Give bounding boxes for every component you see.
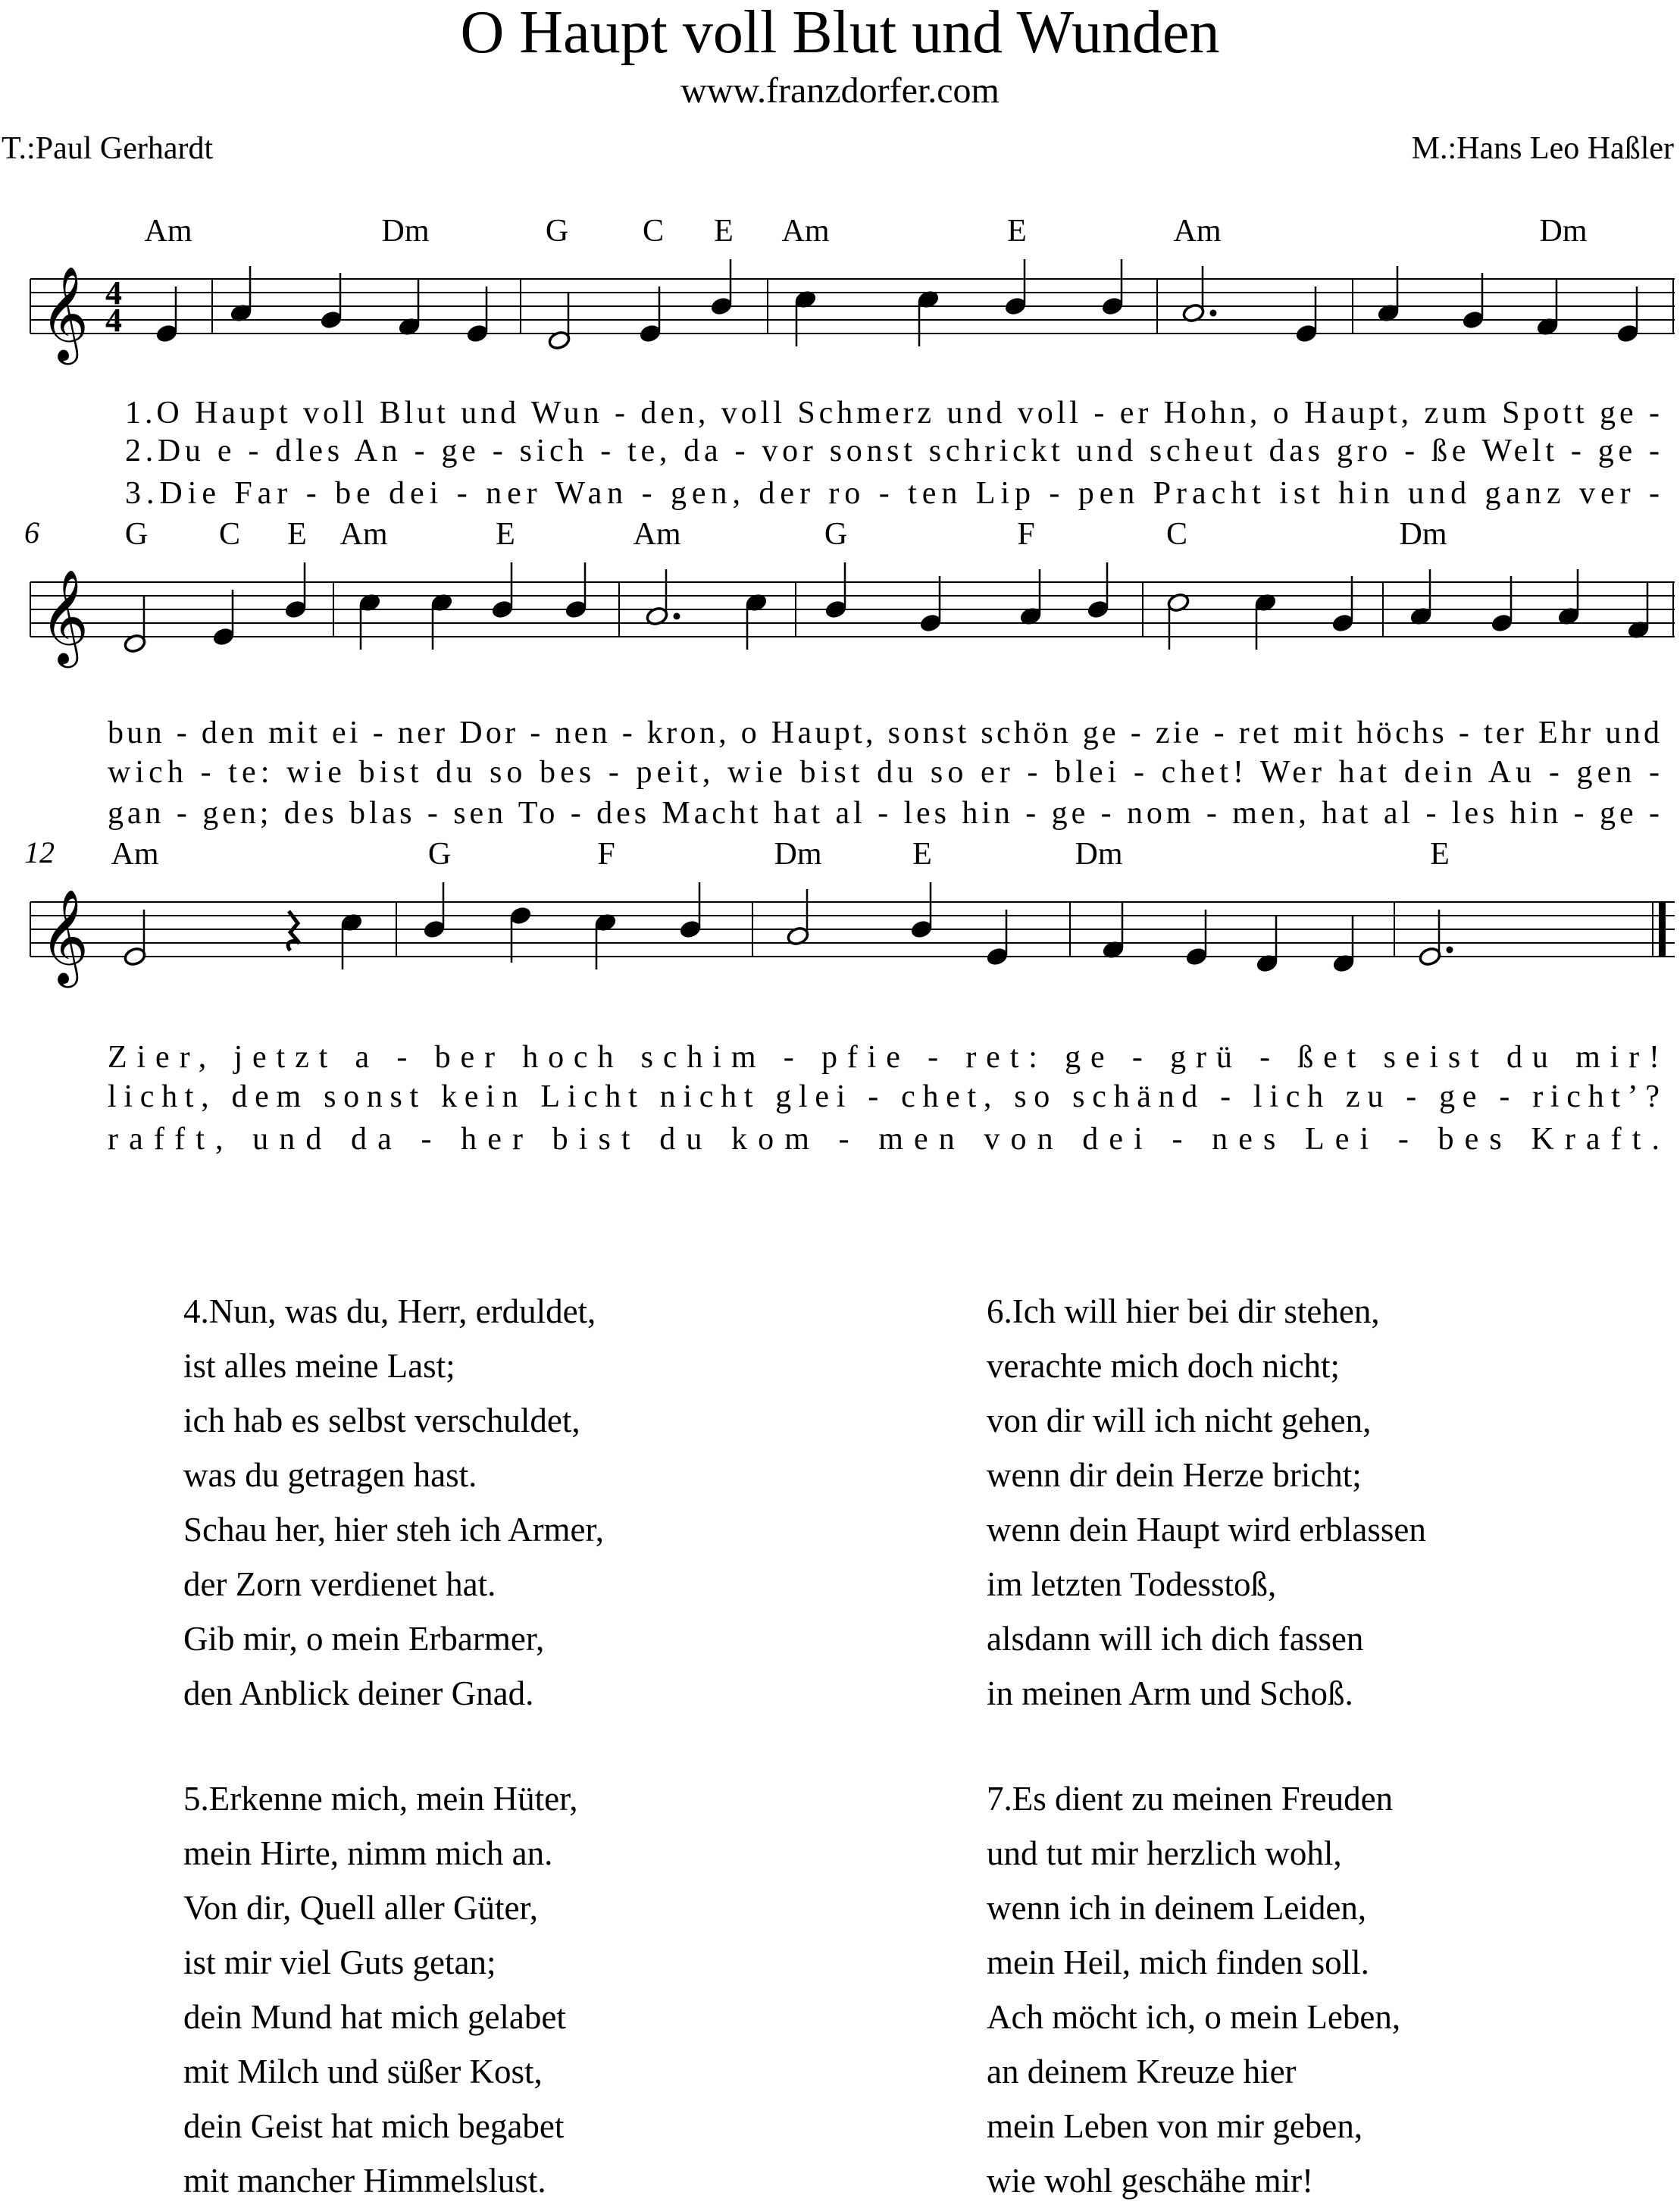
lyric-syllable: so: [999, 1079, 1050, 1114]
lyric-syllable: les: [892, 796, 946, 831]
chord-symbol: E: [1007, 214, 1027, 249]
verse-line: der Zorn verdienet hat.: [183, 1565, 496, 1603]
lyric-syllable: gan: [108, 796, 161, 831]
augmentation-dot: [1210, 310, 1217, 317]
chord-symbol: C: [642, 214, 665, 249]
lyric-syllable: dein: [1391, 755, 1473, 790]
lyric-line: [108, 1079, 1660, 1114]
lyric-syllable: so: [918, 755, 964, 790]
lyric-syllable: -: [1153, 1122, 1183, 1157]
lyric-syllable: ner: [386, 716, 446, 750]
verse-5: [183, 1771, 578, 2208]
music-credit: M.:Hans Leo Haßler: [1411, 131, 1674, 166]
chord-symbol: E: [912, 837, 932, 872]
lyric-syllable: ver: [1566, 476, 1631, 511]
lyric-syllable: -: [588, 434, 612, 468]
lyric-syllable: dei: [1063, 1122, 1143, 1157]
lyric-syllable: voll: [709, 396, 782, 431]
lyric-syllable: a: [337, 1040, 370, 1075]
lyric-syllable: zie: [1144, 716, 1200, 750]
lyric-syllable: und: [233, 1122, 322, 1157]
verse-line: wie wohl geschähe mir!: [987, 2162, 1314, 2200]
time-signature-bottom: 4: [105, 302, 122, 339]
treble-clef-icon: 𝄞: [40, 569, 89, 664]
lyric-syllable: ten: [894, 476, 958, 511]
lyric-syllable: von: [965, 1122, 1053, 1157]
lyric-syllable: o: [1261, 396, 1289, 431]
lyric-syllable: -: [1035, 476, 1060, 511]
lyric-syllable: schön: [969, 716, 1068, 750]
lyric-syllable: chet,: [885, 1079, 992, 1114]
lyric-syllable: scheut: [1137, 434, 1253, 468]
lyric-syllable: -: [610, 716, 633, 750]
lyric-syllable: hin: [1325, 476, 1390, 511]
lyric-syllable: -: [236, 434, 259, 468]
lyric-syllable: Zier,: [108, 1040, 207, 1075]
lyric-syllable: licht,: [108, 1079, 209, 1114]
lyric-syllable: hin: [1498, 796, 1559, 831]
lyric-syllable: ist: [1265, 476, 1320, 511]
lyric-syllable: bes: [1419, 1122, 1502, 1157]
lyric-syllable: -: [188, 755, 211, 790]
lyric-syllable: -: [443, 476, 468, 511]
verse-7: [987, 1771, 1400, 2208]
lyric-syllable: wie: [715, 755, 783, 790]
lyric-syllable: Schmerz: [785, 396, 932, 431]
lyric-syllable: hat: [1326, 755, 1387, 790]
lyric-syllable: -: [1118, 716, 1141, 750]
lyric-syllable: hat: [762, 796, 821, 831]
verse-line: verachte mich doch nicht;: [987, 1347, 1341, 1385]
chord-symbol: G: [124, 517, 149, 552]
chord-symbol: Dm: [1075, 837, 1123, 872]
chord-symbol: F: [1017, 517, 1035, 552]
lyric-syllable: -: [164, 716, 187, 750]
chord-symbol: C: [1165, 517, 1188, 552]
chord-symbol: F: [597, 837, 615, 872]
lyric-syllable: pfie: [803, 1040, 900, 1075]
song-title: O Haupt voll Blut und Wunden: [460, 0, 1220, 66]
lyric-syllable: ret: [1227, 716, 1279, 750]
final-barline-thick: [1659, 902, 1666, 957]
lyric-syllable: -: [722, 434, 746, 468]
lyric-syllable: gen: [1563, 755, 1632, 790]
lyric-syllable: kom: [712, 1122, 809, 1157]
verse-line: wenn dir dein Herze bricht;: [987, 1456, 1362, 1494]
lyric-syllable: des: [584, 796, 647, 831]
lyric-syllable: peit,: [623, 755, 711, 790]
lyric-syllable: der: [745, 476, 810, 511]
lyric-syllable: -: [402, 434, 425, 468]
lyric-syllable: ße: [1419, 434, 1466, 468]
verse-line: 6.Ich will hier bei dir stehen,: [987, 1292, 1380, 1330]
quarter-rest-icon: [288, 911, 299, 951]
lyric-syllable: -: [1202, 716, 1225, 750]
lyric-line: [108, 1122, 1660, 1157]
lyric-syllable: Spott: [1490, 396, 1585, 431]
lyric-syllable: -: [1241, 1040, 1271, 1075]
lyric-syllable: -: [628, 476, 652, 511]
lyric-syllable: -: [1636, 755, 1660, 790]
lyric-syllable: ge: [1585, 434, 1633, 468]
chord-symbol: E: [714, 214, 734, 249]
lyric-syllable: o: [729, 716, 757, 750]
chord-symbol: Am: [339, 517, 388, 552]
lyric-syllable: ro: [815, 476, 861, 511]
verse-line: Von dir, Quell aller Güter,: [183, 1889, 538, 1927]
lyric-syllable: du: [640, 1122, 702, 1157]
verse-line: mein Leben von mir geben,: [987, 2107, 1363, 2145]
lyric-syllable: -: [1089, 796, 1112, 831]
lyric-syllable: -: [765, 1040, 794, 1075]
lyric-syllable: pen: [1065, 476, 1135, 511]
lyric-syllable: e: [205, 434, 232, 468]
lyric-syllable: ber: [417, 1040, 495, 1075]
lyric-syllable: gro: [1324, 434, 1388, 468]
verse-line: 7.Es dient zu meinen Freuden: [987, 1780, 1394, 1818]
lyric-line: [125, 396, 1660, 431]
lyric-syllable: dei: [375, 476, 439, 511]
lyric-syllable: Kraft.: [1512, 1122, 1660, 1157]
lyric-syllable: te,: [615, 434, 668, 468]
lyric-syllable: nen: [543, 716, 608, 750]
lyric-syllable: -: [1562, 796, 1585, 831]
lyric-syllable: be: [321, 476, 371, 511]
verse-line: mein Heil, mich finden soll.: [987, 1943, 1369, 1981]
text-credit: T.:Paul Gerhardt: [2, 131, 214, 166]
chord-symbol: Dm: [1399, 517, 1447, 552]
lyric-syllable: sonst: [308, 1079, 419, 1114]
verse-line: wenn ich in deinem Leiden,: [987, 1889, 1367, 1927]
verse-line: ist mir viel Guts getan;: [183, 1943, 496, 1981]
lyric-syllable: -: [1379, 1122, 1409, 1157]
lyric-syllable: -: [602, 396, 625, 431]
lyric-syllable: bun: [108, 716, 162, 750]
lyric-syllable: bist: [533, 1122, 630, 1157]
lyric-syllable: ner: [472, 476, 537, 511]
lyric-syllable: höchs: [1345, 716, 1444, 750]
lyric-syllable: -: [1536, 755, 1560, 790]
lyric-syllable: men,: [1220, 796, 1306, 831]
lyric-syllable: und: [1594, 716, 1660, 750]
lyric-syllable: Blut: [368, 396, 446, 431]
lyric-syllable: les: [1440, 796, 1495, 831]
lyric-syllable: glei: [760, 1079, 846, 1114]
verse-line: den Anblick deiner Gnad.: [183, 1674, 534, 1712]
lyric-syllable: gen,: [657, 476, 740, 511]
lyric-syllable: Macht: [649, 796, 759, 831]
lyric-syllable: -: [853, 1079, 879, 1114]
lyric-line: [108, 1040, 1660, 1075]
lyric-syllable: her: [442, 1122, 523, 1157]
lyric-syllable: hin: [949, 796, 1010, 831]
lyric-syllable: schrickt: [916, 434, 1060, 468]
lyric-syllable: Au: [1477, 755, 1532, 790]
lyric-syllable: 3.Die: [125, 476, 216, 511]
lyric-syllable: jetzt: [216, 1040, 328, 1075]
measure-number: 6: [24, 515, 39, 550]
lyric-syllable: hat: [1309, 796, 1369, 831]
lyric-syllable: -: [1081, 396, 1105, 431]
verse-line: wenn dein Haupt wird erblassen: [987, 1511, 1426, 1549]
verse-line: 4.Nun, was du, Herr, erduldet,: [183, 1292, 596, 1330]
lyric-syllable: rafft,: [108, 1122, 224, 1157]
treble-clef-icon: 𝄞: [40, 266, 89, 361]
lyric-syllable: -: [1636, 434, 1660, 468]
lyric-syllable: Haupt,: [760, 716, 874, 750]
lyric-syllable: das: [1256, 434, 1321, 468]
lyric-syllable: kein: [425, 1079, 518, 1114]
lyric-syllable: Wun: [520, 396, 599, 431]
lyric-syllable: Dor: [448, 716, 516, 750]
lyric-syllable: sonst: [876, 716, 967, 750]
lyric-syllable: -: [379, 1040, 408, 1075]
chord-symbol: Am: [781, 214, 830, 249]
lyric-syllable: -: [1114, 1040, 1143, 1075]
lyric-syllable: -: [480, 434, 503, 468]
lyric-syllable: Hohn,: [1152, 396, 1258, 431]
lyric-syllable: ter: [1472, 716, 1524, 750]
lyric-syllable: den: [190, 716, 255, 750]
lyric-syllable: -: [1414, 796, 1437, 831]
verse-line: Ach möcht ich, o mein Leben,: [987, 1998, 1401, 2036]
lyric-syllable: -: [1484, 1079, 1510, 1114]
lyric-syllable: ßet: [1279, 1040, 1356, 1075]
lyric-syllable: nes: [1193, 1122, 1276, 1157]
chord-symbol: G: [824, 517, 848, 552]
chord-symbol: E: [287, 517, 307, 552]
lyric-syllable: -: [402, 1122, 432, 1157]
chord-symbol: Am: [111, 837, 159, 872]
verse-line: mit Milch und süßer Kost,: [183, 2053, 543, 2091]
verse-line: ich hab es selbst verschuldet,: [183, 1402, 580, 1439]
lyric-syllable: mir!: [1557, 1040, 1660, 1075]
chord-symbol: E: [496, 517, 515, 552]
lyric-syllable: ge: [429, 434, 476, 468]
lyric-syllable: -: [1013, 796, 1037, 831]
lyric-syllable: Welt: [1470, 434, 1554, 468]
lyric-syllable: sen: [441, 796, 504, 831]
lyric-syllable: Lip: [962, 476, 1031, 511]
lyric-syllable: vor: [749, 434, 813, 468]
chord-symbol: C: [218, 517, 241, 552]
chord-symbol: G: [545, 214, 569, 249]
lyric-syllable: -: [865, 476, 890, 511]
lyric-syllable: lich: [1237, 1079, 1324, 1114]
lyric-syllable: -: [1194, 796, 1217, 831]
verse-line: alsdann will ich dich fassen: [987, 1620, 1364, 1658]
chord-symbol: Dm: [774, 837, 822, 872]
lyric-syllable: da: [332, 1122, 392, 1157]
lyric-syllable: hoch: [504, 1040, 614, 1075]
lyric-syllable: er: [968, 755, 1010, 790]
lyric-syllable: -: [415, 796, 438, 831]
lyric-syllable: Lei: [1286, 1122, 1369, 1157]
lyric-syllable: schim: [623, 1040, 756, 1075]
lyric-syllable: -: [518, 716, 541, 750]
verse-line: mein Hirte, nimm mich an.: [183, 1834, 553, 1872]
lyric-line: [108, 796, 1660, 831]
verse-line: dein Geist hat mich begabet: [183, 2107, 565, 2145]
chord-symbol: E: [1430, 837, 1450, 872]
lyric-syllable: Haupt: [183, 396, 288, 431]
lyric-syllable: des: [272, 796, 334, 831]
chord-symbol: Am: [633, 517, 681, 552]
lyric-syllable: 1.O: [125, 396, 180, 431]
lyric-syllable: zum: [1413, 396, 1487, 431]
lyric-syllable: du: [1488, 1040, 1548, 1075]
lyric-syllable: wie: [274, 755, 342, 790]
lyric-syllable: wich: [108, 755, 183, 790]
lyric-syllable: -: [1637, 396, 1660, 431]
lyric-syllable: seist: [1366, 1040, 1479, 1075]
verse-line: ist alles meine Last;: [183, 1347, 455, 1385]
lyric-syllable: -: [1014, 755, 1038, 790]
lyric-syllable: mit: [1281, 716, 1343, 750]
lyric-syllable: 2.Du: [125, 434, 201, 468]
verse-line: im letzten Todesstoß,: [987, 1565, 1277, 1603]
lyric-syllable: dles: [263, 434, 340, 468]
lyric-syllable: gen;: [190, 796, 269, 831]
lyric-syllable: so: [477, 755, 523, 790]
lyric-syllable: -: [293, 476, 317, 511]
time-signature-top: 4: [105, 274, 122, 312]
lyric-syllable: To: [507, 796, 555, 831]
verse-line: von dir will ich nicht gehen,: [987, 1402, 1372, 1439]
augmentation-dot: [674, 613, 680, 620]
lyric-syllable: dem: [216, 1079, 302, 1114]
verse-6: [987, 1284, 1426, 1721]
lyric-syllable: bist: [787, 755, 860, 790]
lyric-syllable: -: [865, 796, 889, 831]
lyric-syllable: -: [164, 796, 187, 831]
lyric-syllable: ge: [1046, 1040, 1105, 1075]
lyric-syllable: -: [1637, 796, 1660, 831]
website: www.franzdorfer.com: [680, 70, 1000, 111]
lyric-syllable: mit: [257, 716, 318, 750]
lyric-syllable: kron,: [636, 716, 727, 750]
lyric-syllable: schänd: [1056, 1079, 1198, 1114]
lyric-syllable: ei: [321, 716, 358, 750]
chord-symbol: Dm: [381, 214, 430, 249]
lyric-syllable: Licht: [525, 1079, 637, 1114]
verse-line: an deinem Kreuze hier: [987, 2053, 1297, 2091]
lyric-syllable: ge: [1588, 796, 1634, 831]
lyric-syllable: -: [1558, 434, 1581, 468]
lyric-syllable: ge: [1423, 1079, 1477, 1114]
verse-4: [183, 1284, 604, 1721]
lyric-syllable: ret:: [947, 1040, 1037, 1075]
verse-line: in meinen Arm und Schoß.: [987, 1674, 1353, 1712]
verse-line: Gib mir, o mein Erbarmer,: [183, 1620, 545, 1658]
lyric-syllable: voll: [1006, 396, 1078, 431]
verse-line: und tut mir herzlich wohl,: [987, 1834, 1342, 1872]
lyric-syllable: Ehr: [1527, 716, 1591, 750]
lyric-syllable: ge: [1071, 716, 1116, 750]
lyric-syllable: den,: [628, 396, 706, 431]
verse-line: was du getragen hast.: [183, 1456, 477, 1494]
lyric-syllable: men: [859, 1122, 955, 1157]
lyric-line: [108, 755, 1660, 790]
verse-line: dein Mund hat mich gelabet: [183, 1998, 566, 2036]
lyric-syllable: ge: [1588, 396, 1634, 431]
lyric-syllable: -: [1121, 755, 1145, 790]
lyric-syllable: er: [1108, 396, 1149, 431]
lyric-syllable: sich: [507, 434, 584, 468]
lyric-syllable: zu: [1330, 1079, 1384, 1114]
lyric-syllable: al: [1372, 796, 1411, 831]
measure-number: 12: [24, 835, 55, 869]
lyric-line: [125, 476, 1660, 511]
lyric-syllable: und: [1064, 434, 1133, 468]
chord-symbol: Am: [144, 214, 192, 249]
lyric-syllable: Wer: [1248, 755, 1322, 790]
lyric-line: [125, 434, 1660, 468]
lyric-syllable: -: [558, 796, 581, 831]
lyric-syllable: -: [1392, 434, 1416, 468]
chord-symbol: G: [427, 837, 452, 872]
augmentation-dot: [1447, 947, 1453, 954]
lyric-syllable: da: [671, 434, 718, 468]
lyric-syllable: Wan: [542, 476, 624, 511]
verse-line: mit mancher Himmelslust.: [183, 2162, 546, 2200]
lyric-syllable: chet!: [1149, 755, 1244, 790]
lyric-syllable: -: [1204, 1079, 1231, 1114]
lyric-syllable: Haupt,: [1292, 396, 1409, 431]
lyric-syllable: Pracht: [1140, 476, 1261, 511]
lyric-syllable: voll: [291, 396, 364, 431]
treble-clef-icon: 𝄞: [40, 889, 89, 984]
lyric-syllable: nicht: [644, 1079, 753, 1114]
lyric-syllable: du: [423, 755, 473, 790]
verse-line: 5.Erkenne mich, mein Hüter,: [183, 1780, 578, 1818]
lyric-syllable: ge: [1040, 796, 1086, 831]
lyric-syllable: te:: [215, 755, 270, 790]
lyric-syllable: -: [1447, 716, 1469, 750]
lyric-syllable: al: [824, 796, 862, 831]
lyric-syllable: -: [1635, 476, 1660, 511]
lyric-syllable: -: [596, 755, 619, 790]
lyric-syllable: bes: [527, 755, 592, 790]
lyric-line: [108, 716, 1660, 750]
lyric-syllable: bist: [346, 755, 419, 790]
lyric-syllable: blei: [1042, 755, 1117, 790]
lyric-syllable: richt’?: [1517, 1079, 1660, 1114]
lyric-syllable: und: [1394, 476, 1467, 511]
lyric-syllable: An: [343, 434, 398, 468]
chord-symbol: Am: [1173, 214, 1222, 249]
lyric-syllable: Far: [221, 476, 288, 511]
lyric-syllable: grü: [1152, 1040, 1232, 1075]
lyric-syllable: -: [819, 1122, 849, 1157]
lyric-syllable: -: [1391, 1079, 1417, 1114]
lyric-syllable: -: [361, 716, 383, 750]
lyric-syllable: und: [935, 396, 1003, 431]
lyric-syllable: du: [864, 755, 914, 790]
lyric-syllable: sonst: [817, 434, 912, 468]
lyric-syllable: nom: [1115, 796, 1191, 831]
verse-line: Schau her, hier steh ich Armer,: [183, 1511, 604, 1549]
lyric-syllable: ganz: [1472, 476, 1561, 511]
lyric-syllable: -: [909, 1040, 939, 1075]
lyric-syllable: und: [449, 396, 517, 431]
lyric-syllable: blas: [337, 796, 412, 831]
chord-symbol: Dm: [1539, 214, 1588, 249]
